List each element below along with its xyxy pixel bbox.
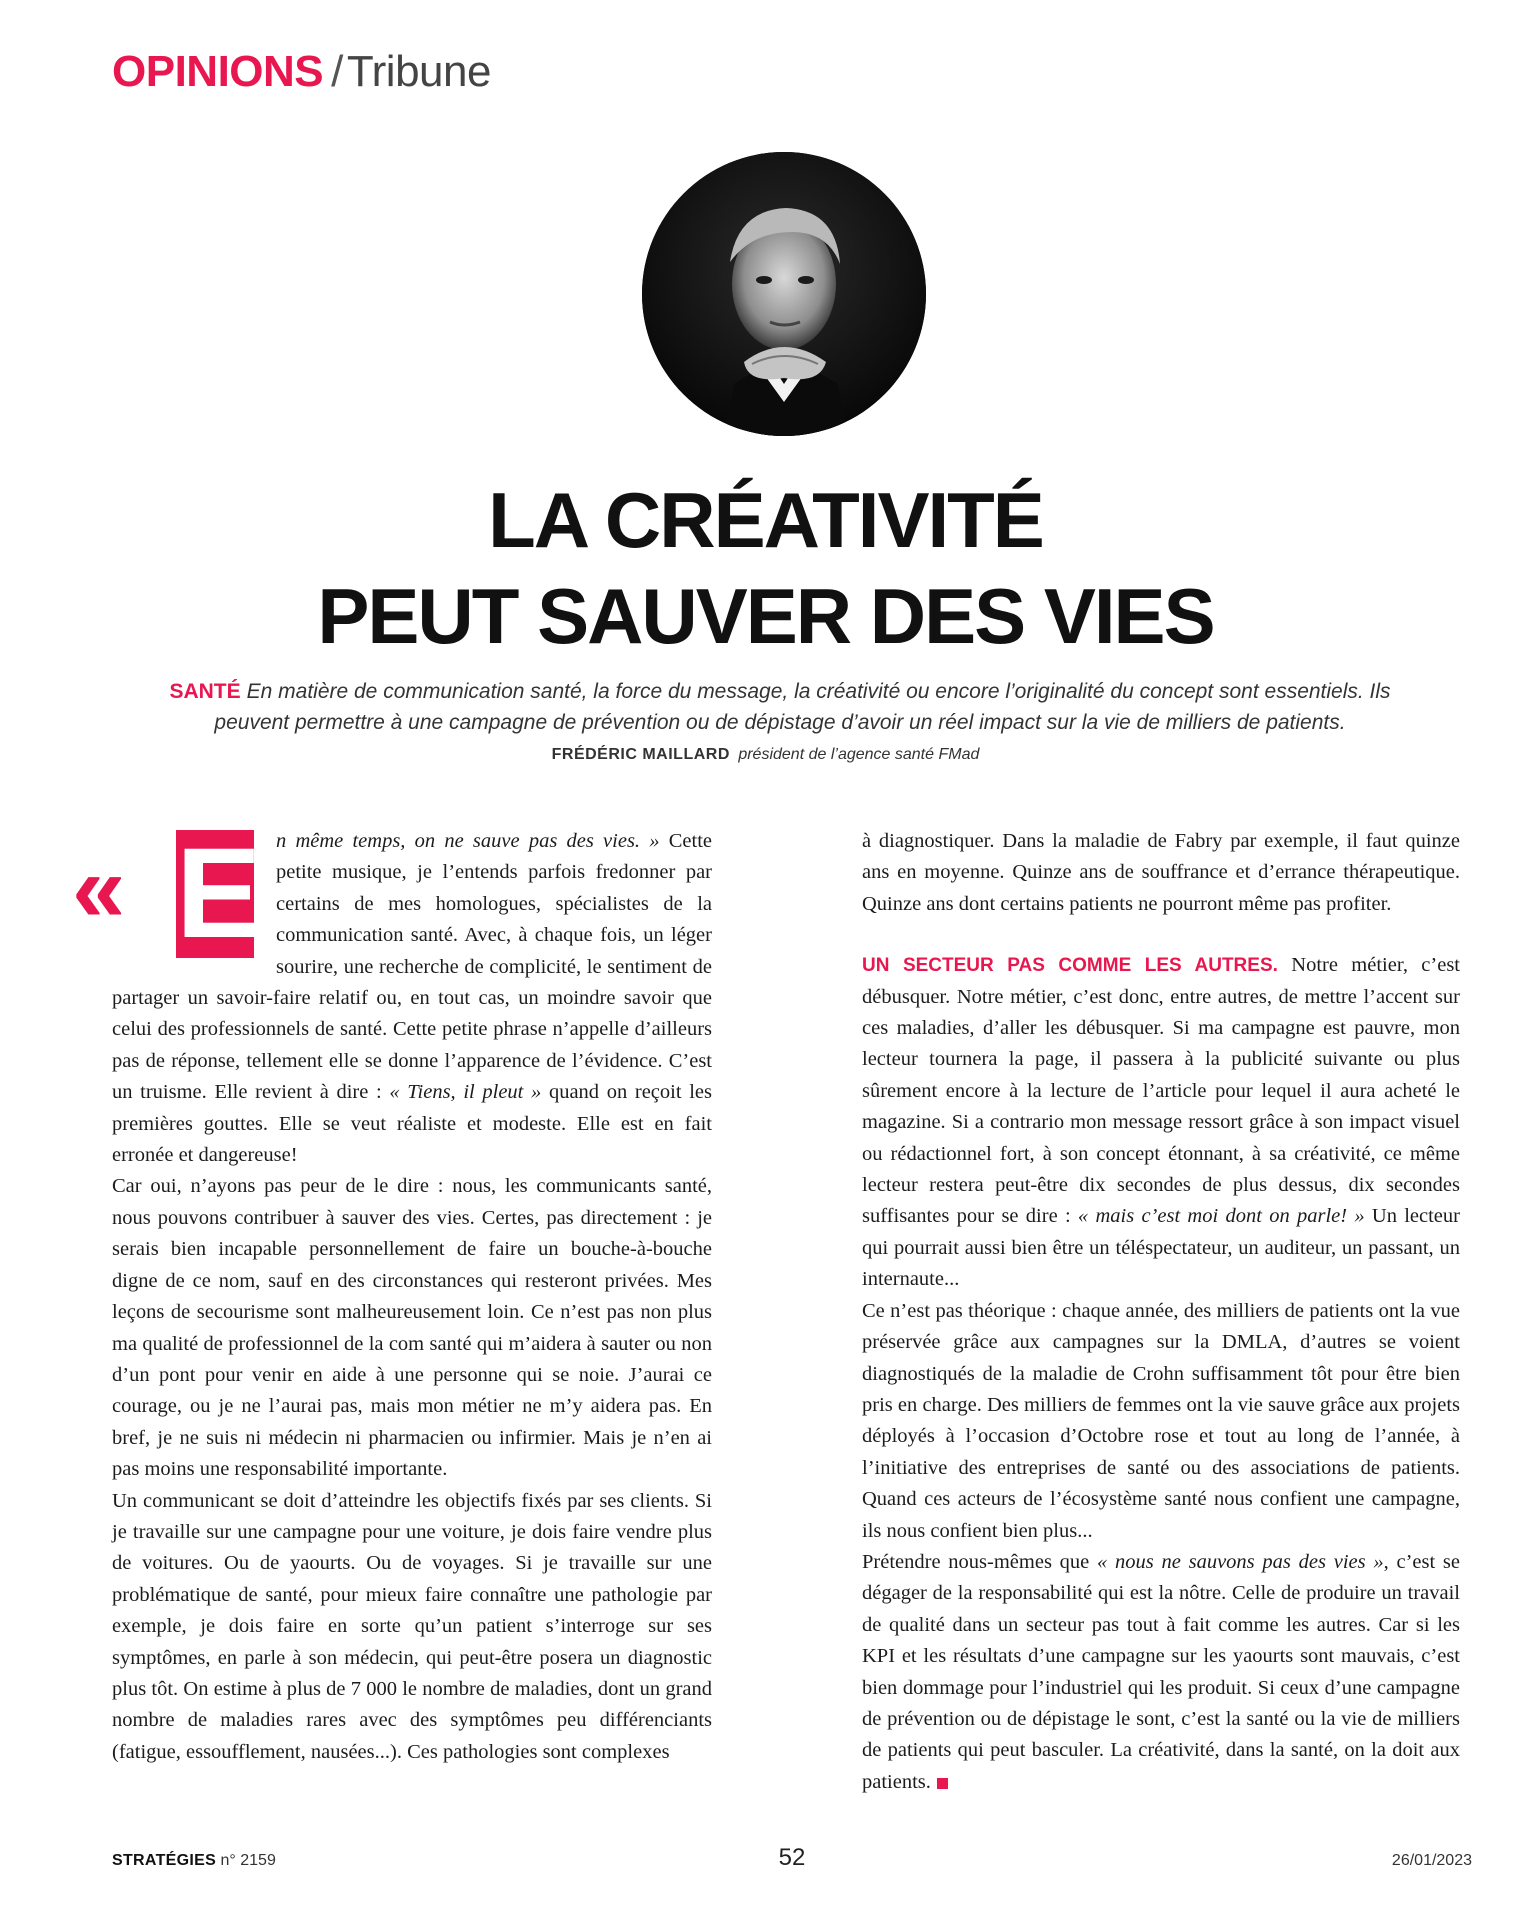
subsection-name: Tribune bbox=[346, 47, 491, 96]
paragraph-6 bbox=[862, 1547, 1460, 1798]
paragraph-2: Car oui, n’ayons pas peur de le dire : nous, les communicants santé, nous pouvons contribuer à sauver des vies. Certes, pas directement : je serais bien incapable personnellement de faire un bouche-à-bouche digne de ce nom, sauf en des circonstances qui resteront privées. Mes leçons de secourisme sont malheureusement loin. Ce n’est pas non plus ma qualité de professionnel de la com santé qui m’aidera à sauter ou non d’un pont pour venir en aide à une personne qui se noie. J’aurai ce courage, ou je ne l’aurai pas, mais mon métier ne m’y aidera pas. En bref, je ne suis ni médecin ni pharmacien ou infirmier. Mais je n’en ai pas moins une responsabilité importante. bbox=[112, 1175, 712, 1481]
article-headline bbox=[0, 472, 1531, 664]
opening-quote-mark: « bbox=[72, 835, 126, 942]
paragraph-5: Ce n’est pas théorique : chaque année, des milliers de patients ont la vue préservée grâce aux campagnes sur la DMLA, d’autres se voient diagnostiqués de la maladie de Crohn suffisamment tôt pour être bien pris en charge. Des milliers de femmes ont la vie sauve grâce aux projets déployés à l’occasion d’Octobre rose et tout au long de l’année, à l’initiative des entreprises de santé ou des associations de patients. Quand ces acteurs de l’écosystème santé nous confient une campagne, ils nous confient bien plus... bbox=[862, 1299, 1460, 1542]
magazine-name: STRATÉGIES bbox=[112, 1852, 217, 1869]
subhead: UN SECTEUR PAS COMME LES AUTRES. bbox=[862, 955, 1278, 977]
article-opening bbox=[72, 822, 712, 1171]
paragraph-1-quote: « Tiens, il pleut » bbox=[389, 1081, 542, 1104]
paragraph-6-quote: « nous ne sauvons pas des vies » bbox=[1097, 1550, 1384, 1573]
issue-number: n° 2159 bbox=[220, 1852, 276, 1869]
standfirst-kicker: SANTÉ bbox=[169, 680, 241, 703]
paragraph-6-start: Prétendre nous-mêmes que bbox=[862, 1550, 1098, 1573]
issue-date: 26/01/2023 bbox=[1391, 1852, 1472, 1869]
author-portrait bbox=[642, 152, 926, 436]
paragraph-1-end: quand on reçoit les premières gouttes. Elle se veut réaliste et modeste. Elle est en fait erronée et dangereuse! bbox=[112, 1081, 712, 1167]
paragraph-6-end: , c’est se dégager de la responsabilité qui est la nôtre. Celle de produire un travail de qualité dans un secteur pas tout à fait comme les autres. Car si les KPI et les résultats d’une campagne sur les yaourts sont mauvais, c’est bien dommage pour l’industriel qui les produit. Si ceux d’une campagne de prévention ou de dépistage le sont, c’est la santé ou la vie de milliers de patients qui peut basculer. La créativité, dans la santé, on la doit aux patients. bbox=[862, 1550, 1460, 1793]
byline bbox=[0, 746, 1531, 764]
standfirst-text: En matière de communication santé, la force du message, la créativité ou encore l’originalité du concept sont essentiels. Ils peuvent permettre à une campagne de prévention ou de dépistage d’avoir un réel impact sur la vie de milliers de patients. bbox=[214, 680, 1391, 734]
drop-cap: E bbox=[176, 822, 262, 965]
lead-italic: n même temps, on ne sauve pas des vies. » bbox=[276, 830, 660, 852]
author-role: président de l’agence santé FMad bbox=[738, 746, 980, 763]
standfirst bbox=[130, 676, 1430, 738]
paragraph-4 bbox=[862, 950, 1460, 1295]
paragraph-4-end: Un lecteur qui pourrait aussi bien être un téléspectateur, un auditeur, un passant, un internaute... bbox=[862, 1205, 1460, 1291]
page-number: 52 bbox=[778, 1844, 806, 1871]
page-footer bbox=[112, 1844, 1472, 1876]
headline-line-1: LA CRÉATIVITÉ bbox=[488, 476, 1043, 564]
paragraph-4-quote: « mais c’est moi dont on parle! » bbox=[1077, 1205, 1365, 1228]
paragraph-3: Un communicant se doit d’atteindre les objectifs fixés par ses clients. Si je travaille sur une campagne pour une voiture, je dois faire vendre plus de voitures. Ou de yaourts. Ou de voyages. Si je travaille sur une problématique de santé, pour mieux faire connaître une pathologie par exemple, je dois faire en sorte qu’un patient s’interroge sur ses symptômes, en parle à son médecin, qui peut-être posera un diagnostic plus tôt. On estime à plus de 7 000 le nombre de maladies, dont un grand nombre de maladies rares avec des symptômes peu différenciants (fatigue, essoufflement, nausées...). Ces pathologies sont complexes bbox=[112, 1489, 712, 1763]
section-separator: / bbox=[331, 47, 343, 96]
paragraph-3-continued: à diagnostiquer. Dans la maladie de Fabry par exemple, il faut quinze ans en moyenne. Quinze ans de souffrance et d’errance thérapeutique. Quinze ans dont certains patients ne pourront même pas profiter. bbox=[862, 830, 1460, 915]
article-column-right bbox=[862, 826, 1460, 1798]
end-mark-icon bbox=[937, 1778, 948, 1789]
section-header bbox=[112, 44, 491, 100]
article-column-left bbox=[72, 822, 712, 1816]
headline-line-2: PEUT SAUVER DES VIES bbox=[317, 572, 1214, 660]
paragraph-1-text: Cette petite musique, je l’entends parfois fredonner par certains de mes homologues, spécialistes de la communication santé. Avec, à chaque fois, un léger sourire, une recherche de complicité, le sentiment de partager un savoir-faire relatif ou, en tout cas, un moindre savoir que celui des professionnels de santé. Cette petite phrase n’appelle d’ailleurs pas de réponse, tellement elle se donne l’apparence de l’évidence. C’est un truisme. Elle revient à dire : bbox=[112, 830, 712, 1104]
section-name: OPINIONS bbox=[112, 47, 324, 96]
author-name: FRÉDÉRIC MAILLARD bbox=[551, 746, 730, 763]
paragraph-4-text: Notre métier, c’est débusquer. Notre métier, c’est donc, entre autres, de mettre l’accent sur ces maladies, d’aller les débusquer. Si ma campagne est pauvre, mon lecteur tournera la page, il passera à la publicité suivante ou plus sûrement encore à la lecture de l’article pour lequel il aura acheté le magazine. Si a contrario mon message ressort grâce à son impact visuel ou rédactionnel fort, à son concept étonnant, à sa créativité, ce même lecteur restera peut-être dix secondes de plus dessus, dix secondes suffisantes pour se dire : bbox=[862, 954, 1461, 1228]
